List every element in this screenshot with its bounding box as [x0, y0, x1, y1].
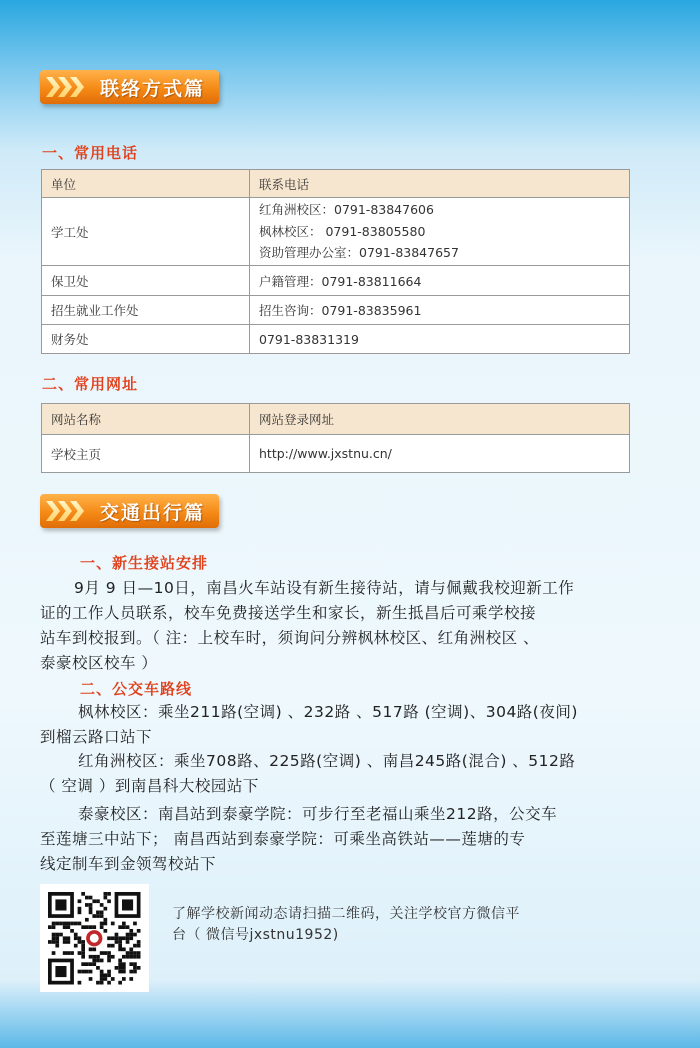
chevron-right-icon [40, 494, 98, 528]
phone-cell: 招生咨询：0791-83835961 [250, 296, 630, 325]
unit-cell: 财务处 [42, 325, 250, 354]
qr-caption [172, 904, 632, 946]
pickup-paragraph [40, 576, 640, 676]
chevron-right-icon [40, 70, 98, 104]
pickup-line: 泰豪校区校车 ） [40, 654, 158, 672]
phones-table [41, 169, 630, 354]
table-row [42, 296, 630, 325]
phone-cell [250, 198, 630, 266]
route-line: 红角洲校区：乘坐708路、225路(空调) 、南昌245路(混合) 、512路 [78, 752, 576, 770]
phone-line: 红角洲校区：0791-83847606 [259, 202, 434, 218]
pickup-heading: 一、新生接站安排 [80, 554, 209, 572]
phone-cell: 户籍管理：0791-83811664 [250, 266, 630, 296]
qr-caption-line: 台（ 微信号jxstnu1952) [172, 927, 339, 943]
transport-banner-title: 交通出行篇 [100, 501, 206, 524]
table-row [42, 435, 630, 473]
bus-taihao [40, 802, 640, 877]
pickup-line: 9月 9 日—10日，南昌火车站设有新生接待站，请与佩戴我校迎新工作 [74, 579, 575, 597]
phone-line: 资助管理办公室：0791-83847657 [259, 245, 459, 261]
contact-banner-title: 联络方式篇 [100, 77, 206, 100]
phone-cell: 0791-83831319 [250, 325, 630, 354]
website-name-cell: 学校主页 [42, 435, 250, 473]
qr-code-graphic [40, 884, 149, 992]
route-line: 泰豪校区：南昌站到泰豪学院：可步行至老福山乘坐212路，公交车 [78, 805, 558, 823]
qr-caption-line: 了解学校新闻动态请扫描二维码，关注学校官方微信平 [172, 906, 520, 922]
bus-heading: 二、公交车路线 [80, 680, 193, 698]
unit-cell: 招生就业工作处 [42, 296, 250, 325]
route-line: 线定制车到金领驾校站下 [40, 855, 217, 873]
route-line: （ 空调 ）到南昌科大校园站下 [40, 777, 259, 795]
table-header-row [42, 404, 630, 435]
table-row [42, 198, 630, 266]
transport-banner [40, 494, 219, 528]
bus-fenglin [40, 700, 640, 750]
contact-banner [40, 70, 219, 104]
table-header-row [42, 170, 630, 198]
route-line: 到榴云路口站下 [40, 728, 153, 746]
unit-cell: 学工处 [42, 198, 250, 266]
route-line: 至莲塘三中站下； 南昌西站到泰豪学院：可乘坐高铁站——莲塘的专 [40, 830, 526, 848]
websites-heading: 二、常用网址 [42, 375, 139, 393]
phones-heading: 一、常用电话 [42, 144, 139, 162]
phone-line: 枫林校区： 0791-83805580 [259, 223, 426, 239]
qr-code-icon [40, 884, 149, 992]
route-line: 枫林校区：乘坐211路(空调) 、232路 、517路 (空调)、304路(夜间) [78, 703, 578, 721]
websites-table [41, 403, 630, 473]
table-row [42, 266, 630, 296]
bus-hongjiaozhou [40, 749, 640, 799]
header-cell: 单位 [42, 170, 250, 198]
website-url-cell[interactable]: http://www.jxstnu.cn/ [250, 435, 630, 473]
pickup-line: 证的工作人员联系，校车免费接送学生和家长，新生抵昌后可乘学校接 [40, 604, 537, 622]
header-cell: 网站名称 [42, 404, 250, 435]
unit-cell: 保卫处 [42, 266, 250, 296]
header-cell: 联系电话 [250, 170, 630, 198]
pickup-line: 站车到校报到。（ 注：上校车时，须询问分辨枫林校区、红角洲校区 、 [40, 629, 540, 647]
table-row [42, 325, 630, 354]
header-cell: 网站登录网址 [250, 404, 630, 435]
